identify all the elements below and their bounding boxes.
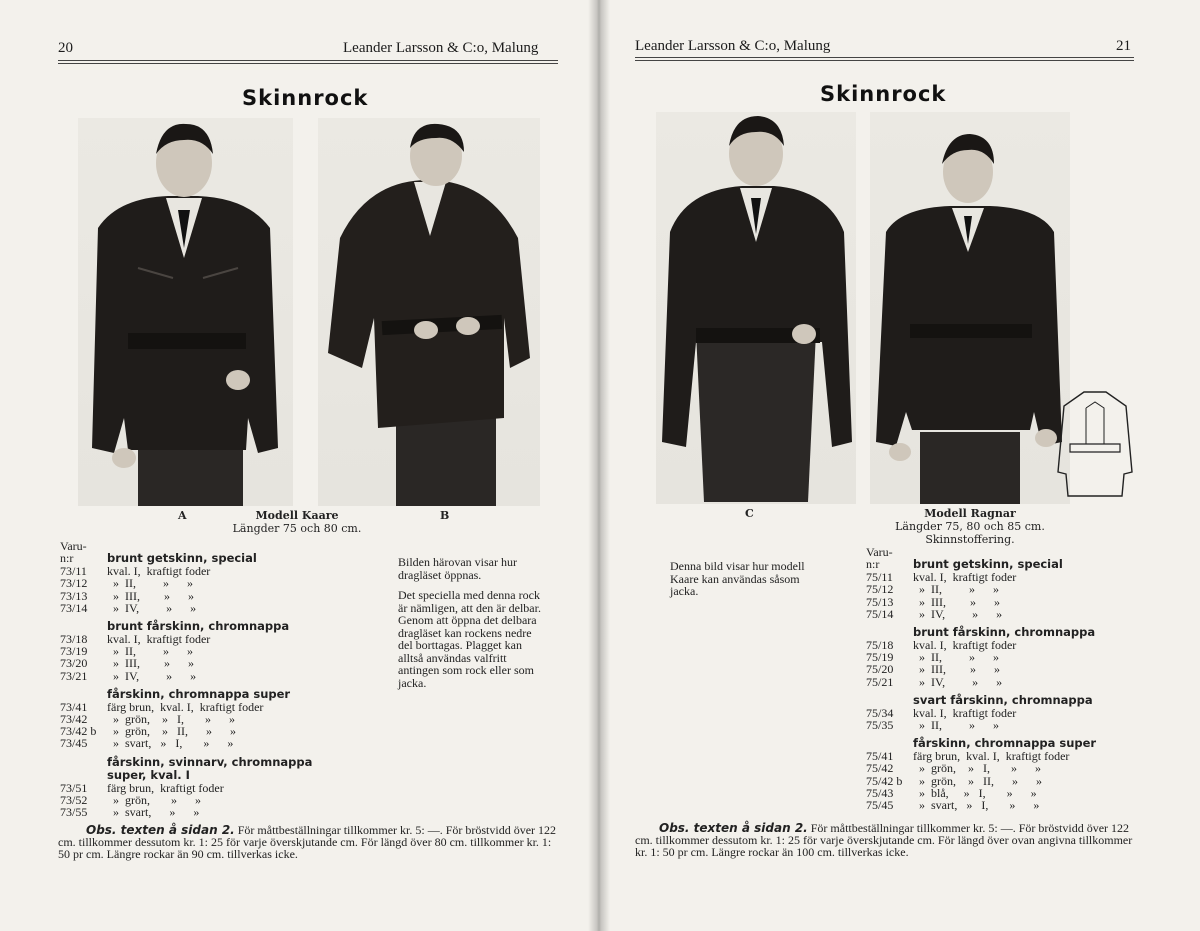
item-desc: » III, » » [913, 662, 1000, 677]
man-opening-zipper-illustration [318, 118, 540, 506]
model-lengths: Längder 75 och 80 cm. [232, 522, 362, 535]
item-desc: » IV, » » [107, 668, 197, 683]
item-desc: » IV, » » [913, 606, 1003, 621]
item-code: 73/42 [60, 712, 88, 727]
item-code: 75/41 [866, 749, 894, 764]
item-desc: » II, » » [913, 718, 999, 733]
item-code: 75/14 [866, 606, 894, 621]
group-heading: brunt fårskinn, chromnappa [913, 625, 1096, 640]
column-header-2: n:r [60, 551, 74, 566]
list-item [60, 782, 320, 794]
group-heading-cont: super, kval. I [107, 767, 190, 782]
note-paragraph: Bilden härovan visar hur dragläset öppnas. [398, 555, 517, 582]
item-code: 73/52 [60, 792, 88, 807]
item-code: 73/19 [60, 644, 88, 659]
item-code: 75/13 [866, 594, 894, 609]
obs-label: Obs. texten å sidan 2. [86, 823, 235, 837]
item-desc: » III, » » [107, 656, 194, 671]
item-code: 73/13 [60, 588, 88, 603]
item-desc: » II, » » [913, 650, 999, 665]
group-row [60, 756, 320, 769]
book-gutter [588, 0, 610, 931]
page-number: 20 [58, 40, 73, 56]
group-row [60, 688, 320, 701]
list-item [866, 719, 1116, 731]
item-desc: » II, » » [107, 644, 193, 659]
footer-note [58, 824, 560, 860]
model-name: Modell Kaare [255, 509, 339, 522]
list-item [60, 670, 320, 682]
running-head: Leander Larsson & C:o, Malung [635, 38, 831, 54]
item-desc: » grön, » II, » » [913, 773, 1042, 788]
item-code: 75/19 [866, 650, 894, 665]
price-list-right [866, 546, 1116, 811]
item-desc: » blå, » I, » » [913, 785, 1037, 800]
group-heading: brunt getskinn, special [107, 551, 257, 566]
item-code: 75/20 [866, 662, 894, 677]
item-code: 75/12 [866, 582, 894, 597]
item-desc: » svart, » I, » » [913, 798, 1040, 813]
group-heading: fårskinn, svinnarv, chromnappa [107, 754, 313, 769]
jacket-note [670, 560, 818, 606]
figure-label-b: B [440, 509, 450, 522]
photo-model-c [656, 112, 856, 504]
list-item [60, 590, 320, 602]
item-desc: » III, » » [913, 594, 1000, 609]
item-code: 75/35 [866, 718, 894, 733]
list-item [866, 762, 1116, 774]
item-desc: färg brun, kval. I, kraftigt foder [107, 699, 264, 714]
item-code: 73/55 [60, 805, 88, 820]
model-lengths: Längder 75, 80 och 85 cm. [895, 520, 1045, 533]
column-header-2: n:r [866, 557, 880, 572]
page-title: Skinnrock [242, 86, 369, 110]
item-code: 73/12 [60, 576, 88, 591]
header-rule [58, 60, 558, 64]
list-item [866, 583, 1116, 595]
item-code: 73/20 [60, 656, 88, 671]
item-desc: » IV, » » [913, 674, 1003, 689]
group-heading: brunt getskinn, special [913, 557, 1063, 572]
list-item [866, 676, 1116, 688]
item-desc: färg brun, kraftigt foder [107, 780, 224, 795]
note-paragraph: Denna bild visar hur modell Kaare kan användas såsom jacka. [670, 559, 805, 598]
zipper-note [398, 556, 546, 697]
photo-model-ragnar [870, 112, 1070, 504]
header-rule [635, 57, 1134, 61]
item-desc: » svart, » » [107, 805, 200, 820]
item-desc: » III, » » [107, 588, 194, 603]
item-desc: » grön, » I, » » [107, 712, 235, 727]
right-page [598, 0, 1200, 931]
list-item [866, 663, 1116, 675]
figure-label-c: C [745, 507, 754, 520]
item-code: 75/21 [866, 674, 894, 689]
list-item [866, 775, 1116, 787]
model-name: Modell Ragnar [924, 507, 1016, 520]
item-code: 75/42 b [866, 773, 903, 788]
list-item [60, 577, 320, 589]
item-desc: » grön, » » [107, 792, 201, 807]
item-code: 73/42 b [60, 724, 97, 739]
running-head: Leander Larsson & C:o, Malung [343, 40, 539, 56]
column-header-1: Varu- [60, 539, 87, 553]
list-item [60, 657, 320, 669]
page-title: Skinnrock [820, 82, 947, 106]
item-code: 73/11 [60, 564, 87, 579]
item-desc: kval. I, kraftigt foder [107, 632, 211, 647]
item-desc: kval. I, kraftigt foder [107, 564, 211, 579]
list-item [866, 596, 1116, 608]
item-desc: » II, » » [913, 582, 999, 597]
footer-text: För måttbeställningar tillkommer kr. 5: —. För bröstvidd över 122 cm. tillkommer dessutom kr. 1: 25 för varje överskjutande cm. För längd över ovan angivna tillkommer kr. 1: 50 pr cm. Längre rockar än 100 cm. tillverkas icke. [635, 821, 1133, 859]
item-desc: kval. I, kraftigt foder [913, 705, 1017, 720]
list-item [866, 799, 1116, 811]
coat-back-icon [1056, 388, 1134, 500]
group-heading: fårskinn, chromnappa super [107, 686, 291, 701]
footer-text: För måttbeställningar tillkommer kr. 5: —. För bröstvidd över 122 cm. tillkommer dessutom kr. 1: 25 för varje överskjutande cm. För längd över 80 cm. tillkommer kr. 1: 50 pr cm. Längre rockar än 90 cm. tillverkas icke. [58, 823, 557, 861]
item-desc: » grön, » II, » » [107, 724, 236, 739]
group-heading: brunt fårskinn, chromnappa [107, 619, 290, 634]
list-item [866, 608, 1116, 620]
photo-model-a [78, 118, 293, 506]
item-desc: färg brun, kval. I, kraftigt foder [913, 749, 1070, 764]
item-code: 73/45 [60, 736, 88, 751]
group-heading: svart fårskinn, chromnappa [913, 692, 1093, 707]
item-desc: » IV, » » [107, 600, 197, 615]
item-code: 73/41 [60, 699, 88, 714]
item-code: 73/51 [60, 780, 88, 795]
model-caption [232, 509, 362, 535]
item-desc: » II, » » [107, 576, 193, 591]
note-paragraph: Det speciella med denna rock är nämligen, att den är delbar. Genom att öppna det delbara dragläset kan rockens nedre del borttagas. Plagget kan alltså användas valfritt antingen som rock eller som jacka. [398, 588, 541, 690]
group-row [866, 694, 1116, 707]
item-code: 73/21 [60, 668, 88, 683]
obs-label: Obs. texten å sidan 2. [659, 821, 808, 835]
list-item [60, 737, 320, 749]
item-code: 73/18 [60, 632, 88, 647]
item-desc: kval. I, kraftigt foder [913, 638, 1017, 653]
left-page [0, 0, 598, 931]
footer-note [635, 822, 1137, 858]
item-desc: » grön, » I, » » [913, 761, 1041, 776]
column-header-1: Varu- [866, 545, 893, 559]
group-row [60, 769, 320, 782]
man-double-breasted-coat-illustration [870, 112, 1070, 504]
item-code: 75/42 [866, 761, 894, 776]
model-extra: Skinnstoffering. [925, 533, 1015, 546]
model-caption [890, 507, 1050, 546]
photo-model-b [318, 118, 540, 506]
man-leather-coat-illustration [78, 118, 293, 506]
group-heading: fårskinn, chromnappa super [913, 736, 1097, 751]
item-code: 75/45 [866, 798, 894, 813]
item-code: 75/11 [866, 570, 893, 585]
item-desc: » svart, » I, » » [107, 736, 234, 751]
figure-label-a: A [178, 509, 187, 522]
item-code: 75/34 [866, 705, 894, 720]
page-number: 21 [1116, 38, 1131, 54]
price-list-left [60, 540, 320, 818]
list-item [60, 806, 320, 818]
item-code: 75/18 [866, 638, 894, 653]
item-code: 73/14 [60, 600, 88, 615]
item-code: 75/43 [866, 785, 894, 800]
list-item [60, 602, 320, 614]
item-desc: kval. I, kraftigt foder [913, 570, 1017, 585]
coat-back-sketch [1056, 388, 1134, 500]
man-long-coat-illustration [656, 112, 856, 504]
